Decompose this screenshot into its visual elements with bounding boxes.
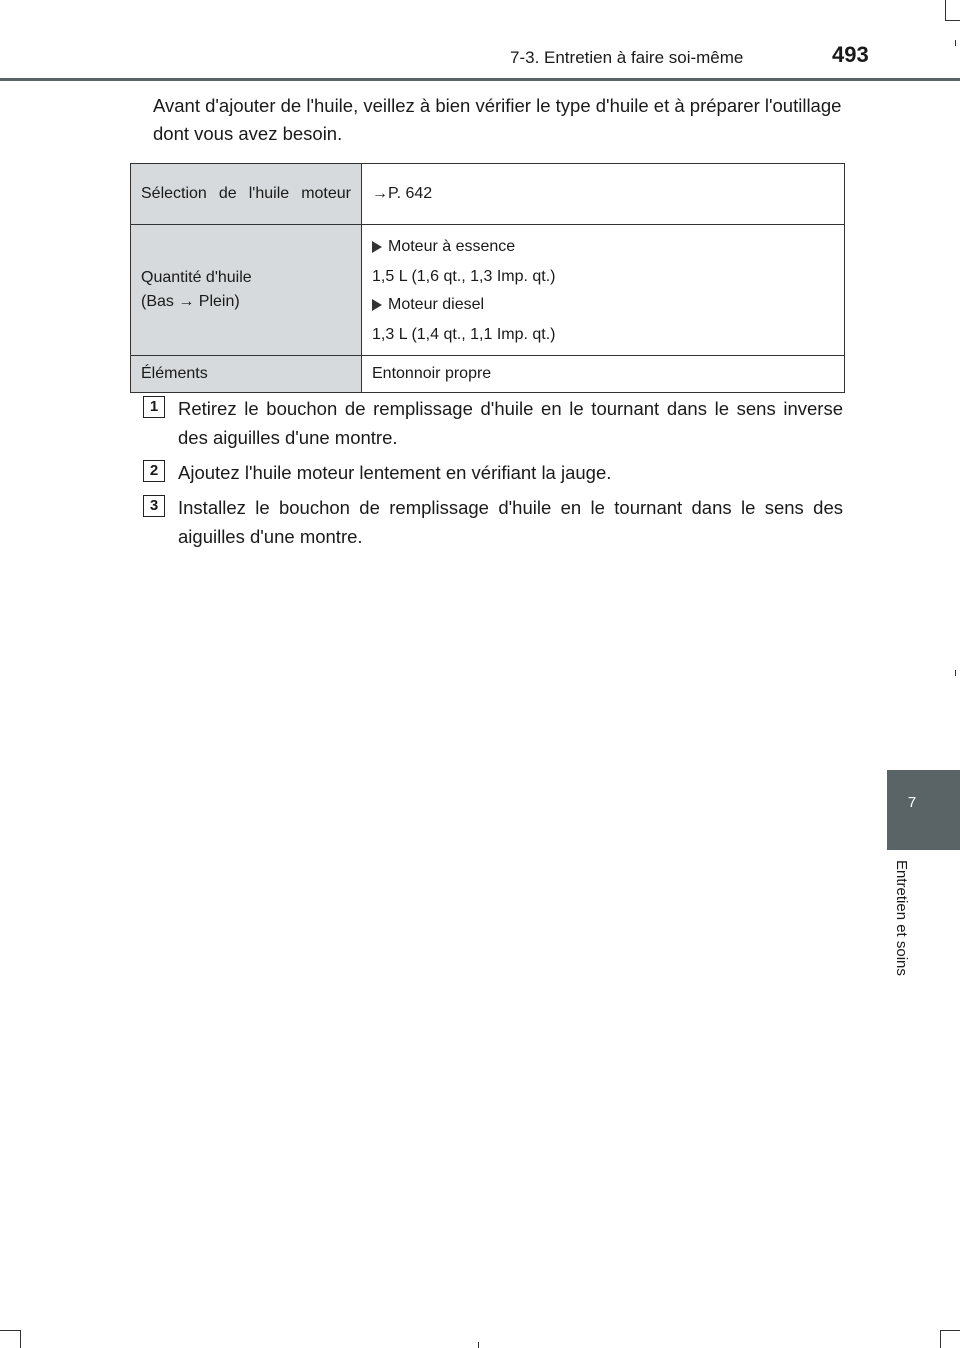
step-1 [143,394,843,452]
step-number-badge: 3 [143,495,165,517]
oil-quantity-range: (Bas → Plein) [141,293,240,310]
oil-selection-ref: →P. 642 [362,164,845,225]
chapter-number: 7 [907,794,917,811]
diesel-engine-title: Moteur diesel [388,296,485,313]
triangle-bullet-icon [372,299,382,311]
chapter-label: Entretien et soins [893,860,910,976]
step-text: Ajoutez l'huile moteur lentement en vérifiant la jauge. [178,462,612,483]
chapter-tab [887,770,960,850]
crop-mark [945,0,946,20]
triangle-bullet-icon [372,241,382,253]
oil-selection-label: Sélection de l'huile moteur [141,185,351,202]
crop-mark [20,1330,21,1348]
step-number-badge: 1 [143,396,165,418]
items-value: Entonnoir propre [362,356,845,393]
oil-quantity-label: Quantité d'huile [141,269,252,286]
crop-mark [945,20,960,21]
crop-mark [955,40,956,46]
gas-engine-value: 1,5 L (1,6 qt., 1,3 Imp. qt.) [372,268,556,285]
crop-mark [478,1342,479,1348]
step-2 [143,458,843,487]
crop-mark [940,1330,960,1331]
items-label: Éléments [131,356,362,393]
crop-mark [940,1330,941,1348]
diesel-engine-value: 1,3 L (1,4 qt., 1,1 Imp. qt.) [372,326,556,343]
header-rule [0,78,960,81]
table-row [131,164,845,225]
oil-spec-table [130,163,845,393]
page-number: 493 [832,42,869,67]
section-title: 7-3. Entretien à faire soi-même [510,48,744,67]
table-row [131,356,845,393]
step-number-badge: 2 [143,460,165,482]
step-text: Installez le bouchon de remplissage d'huile en le tournant dans le sens des aiguilles d'une montre. [178,497,843,547]
intro-paragraph: Avant d'ajouter de l'huile, veillez à bien vérifier le type d'huile et à préparer l'outillage dont vous avez besoin. [153,95,842,144]
step-3 [143,493,843,551]
crop-mark [0,1330,20,1331]
table-row [131,225,845,356]
step-text: Retirez le bouchon de remplissage d'huile en le tournant dans le sens inverse des aiguilles d'une montre. [178,398,843,448]
crop-mark [955,670,956,676]
gas-engine-title: Moteur à essence [388,238,516,255]
